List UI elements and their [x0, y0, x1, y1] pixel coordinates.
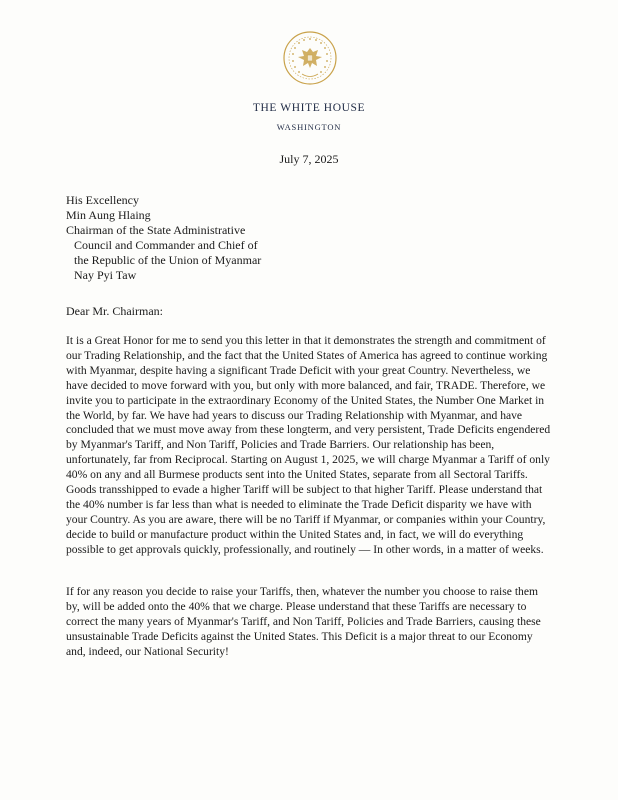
- recipient-line: Min Aung Hlaing: [66, 208, 151, 222]
- letterhead-title: THE WHITE HOUSE: [252, 102, 366, 114]
- presidential-seal-icon: [282, 30, 338, 86]
- recipient-line: Council and Commander and Chief of: [74, 238, 258, 252]
- recipient-line: His Excellency: [66, 193, 139, 207]
- recipient-line: Nay Pyi Taw: [74, 268, 137, 282]
- recipient-line: the Republic of the Union of Myanmar: [74, 253, 262, 267]
- letterhead-subtitle: WASHINGTON: [276, 122, 342, 132]
- recipient-address: [66, 193, 261, 283]
- body-paragraph: It is a Great Honor for me to send you this letter in that it demonstrates the strength and commitment of our Trading Relationship, and the fact that the United States of America has agreed to continue working with Myanmar, despite having a significant Trade Deficit with your great Country. Nevertheless, we have decided to move forward with you, but only with more balanced, and fair, TRADE. Therefore, we invite you to participate in the extraordinary Economy of the United States, the Number One Market in the World, by far. We have had years to discuss our Trading Relationship with Myanmar, and have concluded that we must move away from these longterm, and very persistent, Trade Deficits engendered by Myanmar's Tariff, and Non Tariff, Policies and Trade Barriers. Our relationship has been, unfortunately, far from Reciprocal. Starting on August 1, 2025, we will charge Myanmar a Tariff of only 40% on any and all Burmese products sent into the United States, separate from all Sectoral Tariffs. Goods transshipped to evade a higher Tariff will be subject to that higher Tariff. Please understand that the 40% number is far less than what is needed to eliminate the Trade Deficit disparity we have with your Country. As you are aware, there will be no Tariff if Myanmar, or companies within your Country, decide to build or manufacture product within the United States and, in fact, we will do everything possible to get approvals quickly, professionally, and routinely — In other words, in a matter of weeks.: [66, 334, 551, 556]
- salutation: Dear Mr. Chairman:: [66, 304, 163, 318]
- letter-date: July 7, 2025: [279, 152, 339, 166]
- recipient-line: Chairman of the State Administrative: [66, 223, 246, 237]
- body-paragraph: If for any reason you decide to raise your Tariffs, then, whatever the number you choose to raise them by, will be added onto the 40% that we charge. Please understand that these Tariffs are necessary to correct the many years of Myanmar's Tariff, and Non Tariff, Policies and Trade Barriers, causing these unsustainable Trade Deficits against the United States. This Deficit is a major threat to our Economy and, indeed, our National Security!: [66, 585, 541, 658]
